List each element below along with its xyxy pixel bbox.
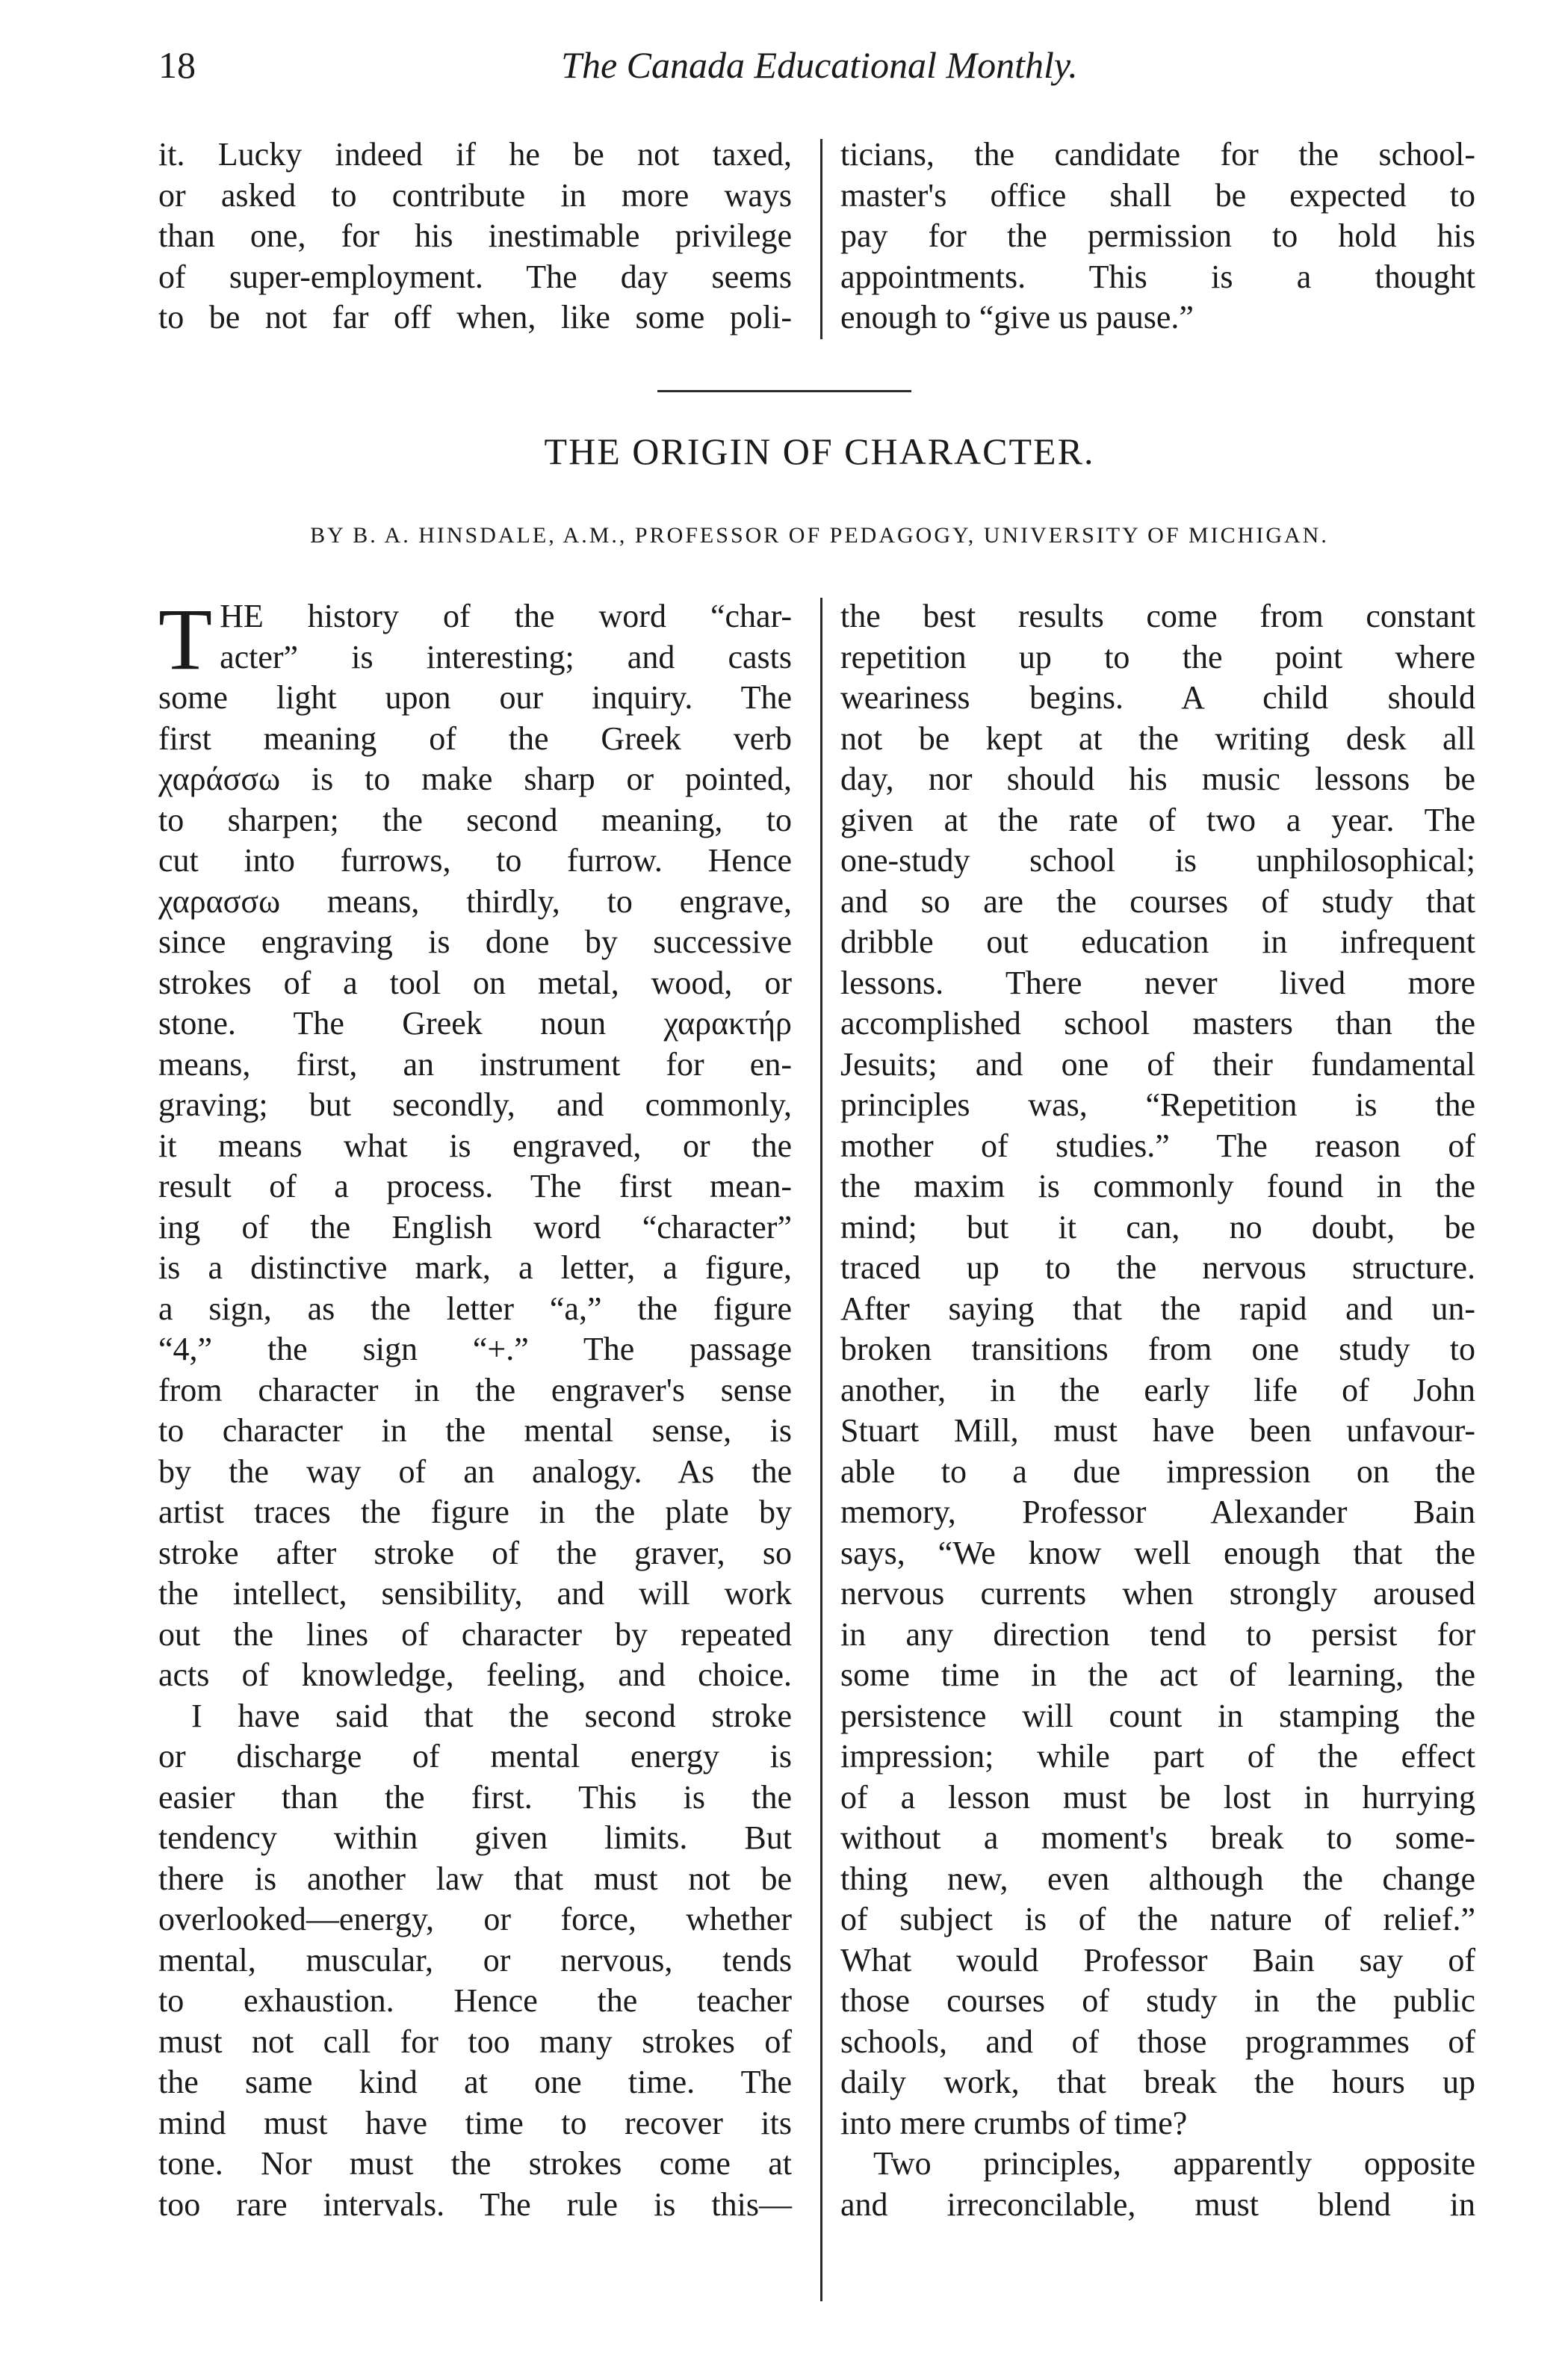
text-line: and irreconcilable, must blend in [840,2185,1475,2223]
continued-paragraph-left [158,134,792,338]
text-line: principles was, “Repetition is the [840,1086,1475,1123]
text-line: mind; but it can, no doubt, be [840,1208,1475,1246]
text-line: tendency within given limits. But [158,1819,792,1856]
article-byline: BY B. A. HINSDALE, A.M., PROFESSOR OF PEDAGOGY, UNIVERSITY OF MICHIGAN. [310,523,1329,548]
paragraph [840,596,1475,2144]
body-left-column [158,590,792,2225]
text-line: mental, muscular, or nervous, tends [158,1941,792,1979]
text-line: “4,” the sign “+.” The passage [158,1331,792,1367]
body-right-column [840,596,1475,2225]
text-line: graving; but secondly, and commonly, [158,1086,792,1123]
section-rule [657,390,911,392]
text-line: persistence will count in stamping the [840,1697,1475,1734]
column-divider-top [820,139,822,339]
text-line: tone. Nor must the strokes come at [158,2145,792,2182]
text-line: stone. The Greek noun χαρακτήρ [158,1005,792,1042]
article-title: THE ORIGIN OF CHARACTER. [544,430,1095,472]
paragraph [840,2144,1475,2225]
text-line: stroke after stroke of the graver, so [158,1534,792,1571]
journal-title: The Canada Educational Monthly. [561,44,1078,86]
text-line: not be kept at the writing desk all [840,720,1475,757]
text-line: strokes of a tool on metal, wood, or [158,964,792,1001]
running-header [158,43,1481,96]
text-line: there is another law that must not be [158,1860,792,1897]
text-line: After saying that the rapid and un- [840,1290,1475,1327]
text-line: from character in the engraver's sense [158,1371,792,1408]
paragraph [158,1696,792,2226]
text-line: lessons. There never lived more [840,964,1475,1001]
text-line: memory, Professor Alexander Bain [840,1494,1475,1530]
text-line: to character in the mental sense, is [158,1412,792,1449]
text-line: or asked to contribute in more ways [158,176,792,214]
text-line: able to a due impression on the [840,1452,1475,1490]
text-line: some time in the act of learning, the [840,1656,1475,1693]
text-line: What would Professor Bain say of [840,1941,1475,1979]
text-line: result of a process. The first mean- [158,1168,792,1204]
text-line: impression; while part of the effect [840,1738,1475,1775]
text-line: without a moment's break to some- [840,1819,1475,1856]
text-line: must not call for too many strokes of [158,2023,792,2060]
text-line: of super-employment. The day seems [158,258,792,295]
text-line: acter” is interesting; and casts [220,638,792,675]
text-line: into mere crumbs of time? [840,2104,1188,2141]
text-line: to be not far off when, like some poli- [158,299,792,335]
text-line: overlooked—energy, or force, whether [158,1901,792,1937]
text-line: in any direction tend to persist for [840,1615,1475,1653]
text-line: of subject is of the nature of relief.” [840,1901,1475,1937]
text-line: I have said that the second stroke [191,1697,792,1734]
text-line: by the way of an analogy. As the [158,1452,792,1490]
text-line: dribble out education in infrequent [840,924,1475,960]
text-line: accomplished school masters than the [840,1005,1475,1042]
column-divider-body [820,598,822,2301]
text-line: day, nor should his music lessons be [840,761,1475,797]
text-line: χαρασσω means, thirdly, to engrave, [158,882,792,920]
text-line: pay for the permission to hold his [840,217,1475,254]
text-line: says, “We know well enough that the [840,1534,1475,1571]
text-line: appointments. This is a thought [840,258,1475,295]
text-line: out the lines of character by repeated [158,1615,792,1653]
text-line: cut into furrows, to furrow. Hence [158,842,792,879]
text-line: weariness begins. A child should [840,679,1475,716]
text-line: the same kind at one time. The [158,2064,792,2100]
page-number: 18 [158,44,196,86]
text-line: HE history of the word “char- [220,598,792,634]
text-line: nervous currents when strongly aroused [840,1575,1475,1612]
text-line: broken transitions from one study to [840,1331,1475,1367]
text-line: since engraving is done by successive [158,924,792,960]
top-right-column [840,134,1475,338]
text-line: too rare intervals. The rule is this— [158,2185,792,2223]
drop-cap: T [158,590,213,688]
text-line: χαράσσω is to make sharp or pointed, [158,761,792,797]
paragraph [158,590,792,1696]
text-line: schools, and of those programmes of [840,2023,1475,2060]
text-line: a sign, as the letter “a,” the figure [158,1290,792,1327]
text-line: artist traces the figure in the plate by [158,1494,792,1530]
text-line: it. Lucky indeed if he be not taxed, [158,136,792,173]
text-line: to exhaustion. Hence the teacher [158,1982,792,2019]
text-line: repetition up to the point where [840,638,1475,675]
text-line: easier than the first. This is the [158,1778,792,1816]
text-line: Stuart Mill, must have been unfavour- [840,1412,1475,1449]
text-line: is a distinctive mark, a letter, a figure, [158,1249,792,1286]
text-line: those courses of study in the public [840,1982,1475,2019]
text-line: traced up to the nervous structure. [840,1249,1475,1286]
text-line: or discharge of mental energy is [158,1738,792,1775]
text-line: Two principles, apparently opposite [873,2145,1475,2182]
text-line: and so are the courses of study that [840,882,1475,920]
text-line: than one, for his inestimable privilege [158,217,792,254]
text-line: another, in the early life of John [840,1371,1475,1408]
text-line: master's office shall be expected to [840,176,1475,214]
text-line: mind must have time to recover its [158,2104,792,2141]
text-line: Jesuits; and one of their fundamental [840,1045,1475,1083]
text-line: daily work, that break the hours up [840,2064,1475,2100]
text-line: acts of knowledge, feeling, and choice. [158,1656,792,1693]
text-line: the maxim is commonly found in the [840,1168,1475,1204]
text-line: enough to “give us pause.” [840,299,1194,335]
text-line: one-study school is unphilosophical; [840,842,1475,879]
text-line: of a lesson must be lost in hurrying [840,1778,1475,1816]
text-line: ticians, the candidate for the school- [840,136,1475,173]
text-line: to sharpen; the second meaning, to [158,801,792,838]
text-line: mother of studies.” The reason of [840,1127,1475,1164]
text-line: the intellect, sensibility, and will work [158,1575,792,1612]
text-line: some light upon our inquiry. The [158,679,792,716]
top-left-column [158,134,792,338]
text-line: the best results come from constant [840,598,1475,634]
text-line: it means what is engraved, or the [158,1127,792,1164]
text-line: first meaning of the Greek verb [158,720,792,757]
text-line: thing new, even although the change [840,1860,1475,1897]
text-line: means, first, an instrument for en- [158,1045,792,1083]
text-line: ing of the English word “character” [158,1208,792,1246]
text-line: given at the rate of two a year. The [840,801,1475,838]
continued-paragraph-right [840,134,1475,338]
